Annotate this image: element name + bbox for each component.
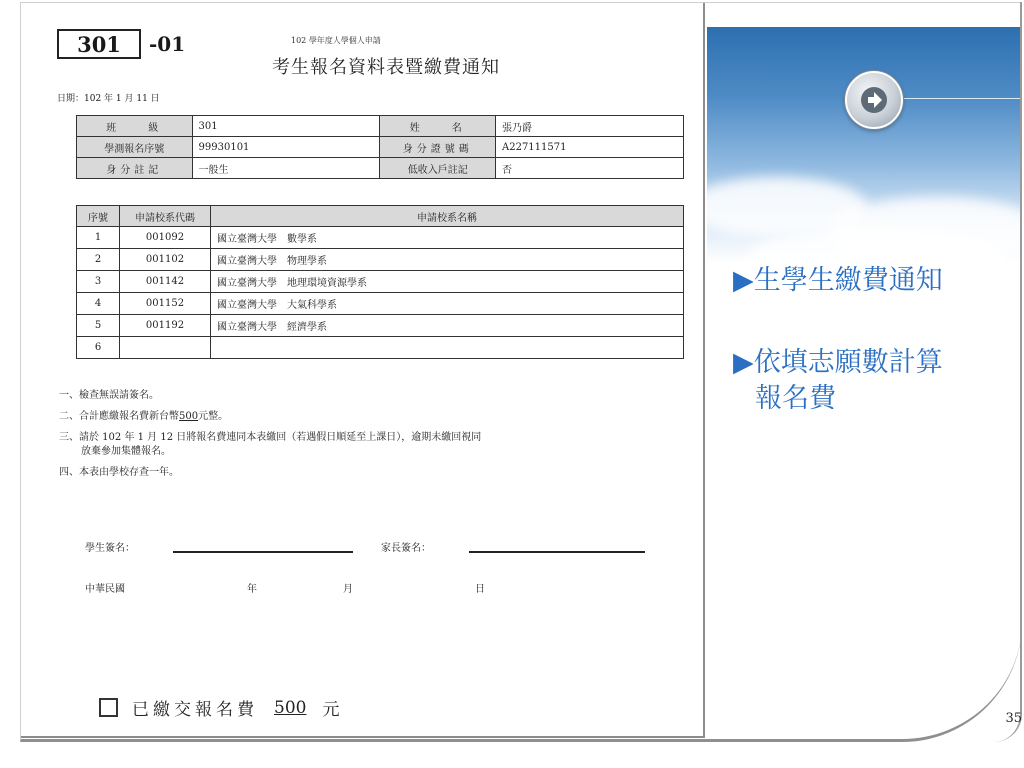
year-label: 年 xyxy=(247,584,257,595)
paid-checkbox[interactable] xyxy=(99,698,118,717)
info-value: 張乃爵 xyxy=(496,116,684,137)
student-signature-label: 學生簽名： xyxy=(85,543,135,554)
column-header: 申請校系名稱 xyxy=(211,206,684,227)
day-label: 日 xyxy=(475,584,485,595)
table-row xyxy=(77,337,684,359)
table-row xyxy=(77,137,684,158)
table-row xyxy=(77,271,684,293)
choice-number: 4 xyxy=(77,293,120,315)
choice-code: 001102 xyxy=(120,249,211,271)
table-header-row xyxy=(77,206,684,227)
slide-text-panel xyxy=(707,27,1022,742)
form-number-suffix: -01 xyxy=(149,32,186,56)
table-row xyxy=(77,293,684,315)
table-row xyxy=(77,116,684,137)
fee-amount: 500 xyxy=(179,411,199,422)
bullet-item-2-continued: 報名費 xyxy=(755,383,836,414)
column-header: 申請校系代碼 xyxy=(120,206,211,227)
table-row xyxy=(77,227,684,249)
choice-name: 國立臺灣大學 經濟學系 xyxy=(211,315,684,337)
info-value: 否 xyxy=(496,158,684,179)
date-line: 日期：102 年 1 月 11 日 xyxy=(57,94,160,104)
info-label: 身分證號碼 xyxy=(380,137,496,158)
bullet-item-2: ▶依填志願數計算 xyxy=(733,347,943,378)
note-2-suffix: 元整。 xyxy=(198,411,229,422)
choice-code: 001152 xyxy=(120,293,211,315)
choice-number: 1 xyxy=(77,227,120,249)
slide-edge xyxy=(994,2,1022,742)
choice-number: 3 xyxy=(77,271,120,293)
choice-number: 2 xyxy=(77,249,120,271)
note-3: 三、請於 102 年 1 月 12 日將報名費連同本表繳回（若遇假日順延至上課日），逾期未繳回視同 xyxy=(59,432,482,443)
bullet-item-1: ▶生學生繳費通知 xyxy=(733,265,943,296)
student-signature-line xyxy=(173,551,353,553)
info-label: 學測報名序號 xyxy=(77,137,193,158)
form-number xyxy=(57,27,185,61)
month-label: 月 xyxy=(343,584,353,595)
paid-confirmation xyxy=(99,695,343,720)
parent-signature-label: 家長簽名： xyxy=(381,543,431,554)
choice-name: 國立臺灣大學 數學系 xyxy=(211,227,684,249)
student-info-table xyxy=(76,115,684,179)
info-value: 301 xyxy=(192,116,380,137)
choice-name: 國立臺灣大學 大氣科學系 xyxy=(211,293,684,315)
info-value: 一般生 xyxy=(192,158,380,179)
choice-code: 001142 xyxy=(120,271,211,293)
choice-name xyxy=(211,337,684,359)
note-1: 一、檢查無誤請簽名。 xyxy=(59,390,159,401)
info-value: 99930101 xyxy=(192,137,380,158)
department-choice-table xyxy=(76,205,684,359)
table-row xyxy=(77,249,684,271)
choice-code xyxy=(120,337,211,359)
slide xyxy=(20,2,1022,742)
column-header: 序號 xyxy=(77,206,120,227)
choice-code: 001192 xyxy=(120,315,211,337)
choice-name: 國立臺灣大學 地理環境資源學系 xyxy=(211,271,684,293)
form-number-box: 301 xyxy=(57,29,141,59)
info-label: 班 級 xyxy=(77,116,193,137)
parent-signature-line xyxy=(469,551,645,553)
choice-number: 5 xyxy=(77,315,120,337)
year-line: 102 學年度人學個人申請 xyxy=(291,36,381,45)
paid-suffix: 元 xyxy=(322,700,344,720)
note-3-continued: 放棄參加集體報名。 xyxy=(81,446,171,457)
sky-background xyxy=(707,27,1022,263)
info-label: 身分註記 xyxy=(77,158,193,179)
choice-number: 6 xyxy=(77,337,120,359)
registration-form-document xyxy=(21,3,705,738)
note-2 xyxy=(59,410,481,424)
info-label: 低收入戶註記 xyxy=(380,158,496,179)
next-arrow-icon[interactable] xyxy=(845,71,903,129)
note-4: 四、本表由學校存查一年。 xyxy=(59,467,179,478)
choice-code: 001092 xyxy=(120,227,211,249)
paid-amount: 500 xyxy=(274,697,307,718)
paid-prefix: 已繳交報名費 xyxy=(132,700,258,720)
note-2-prefix: 二、合計應繳報名費新台幣 xyxy=(59,411,179,422)
page-number: 35 xyxy=(1005,711,1022,726)
civil-date-label: 中華民國 xyxy=(85,584,125,595)
table-row xyxy=(77,158,684,179)
choice-name: 國立臺灣大學 物理學系 xyxy=(211,249,684,271)
info-label: 姓 名 xyxy=(380,116,496,137)
form-notes xyxy=(59,389,481,487)
document-title: 考生報名資料表暨繳費通知 xyxy=(272,57,500,78)
table-row xyxy=(77,315,684,337)
info-value: A227111571 xyxy=(496,137,684,158)
